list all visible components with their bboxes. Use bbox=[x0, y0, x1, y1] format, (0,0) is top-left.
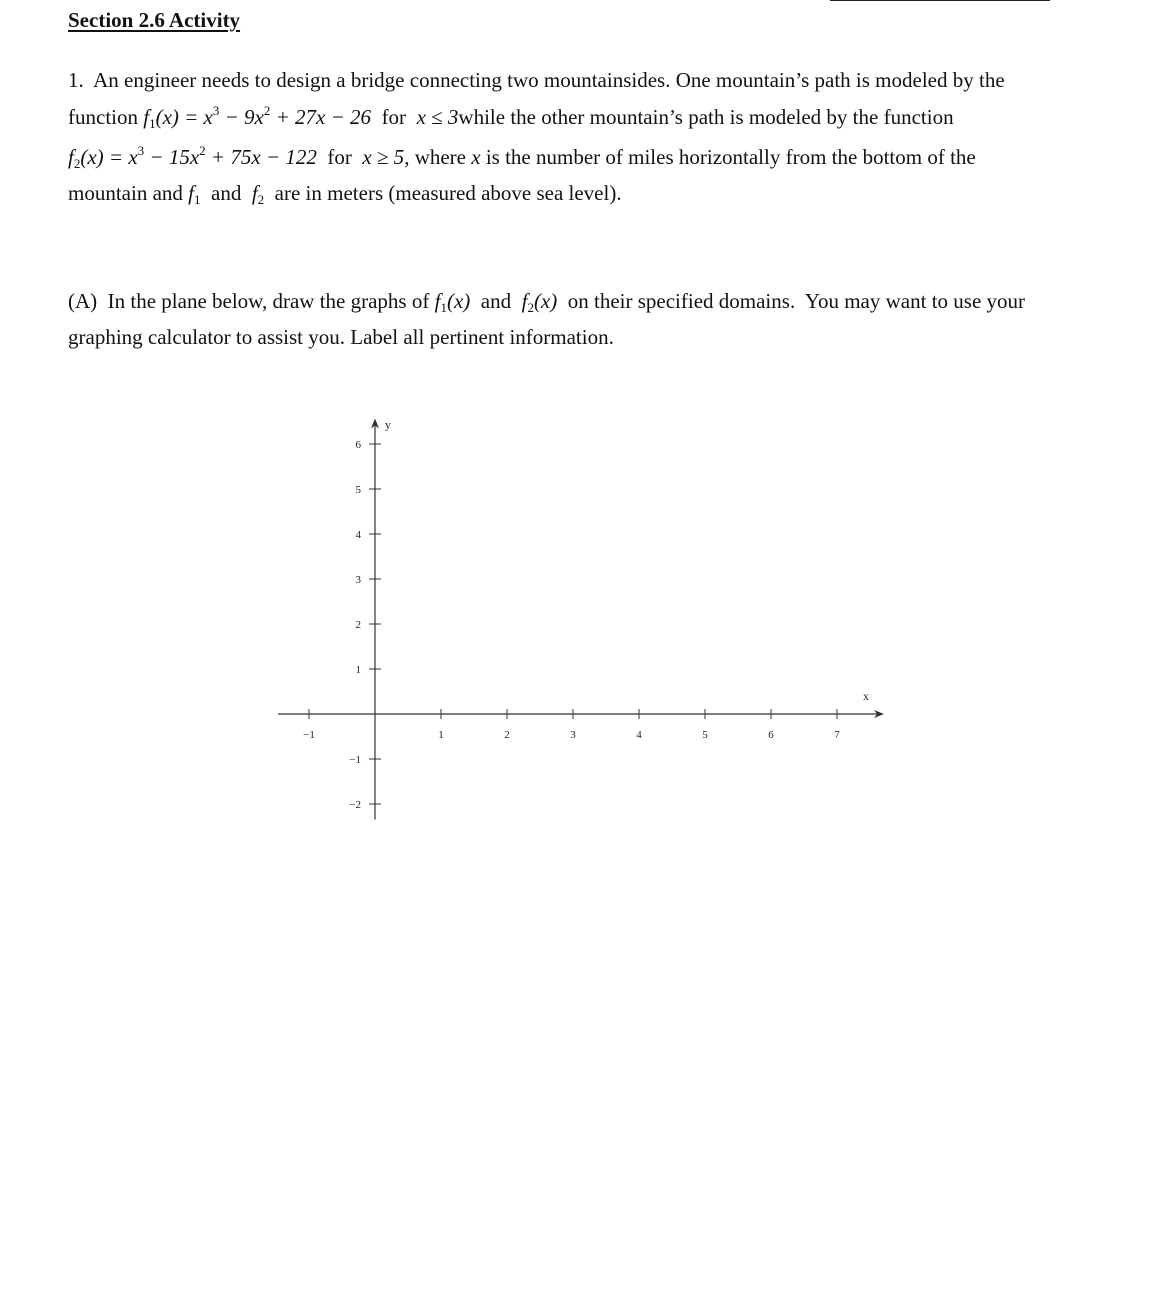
x-tick-label: 6 bbox=[768, 729, 774, 741]
f1-arg: (x) bbox=[155, 105, 179, 129]
f2-exp3: 3 bbox=[137, 143, 145, 158]
f1-name: f bbox=[143, 105, 150, 129]
problem-number: 1. bbox=[68, 68, 84, 92]
part-a-f1-arg: (x) bbox=[446, 289, 471, 313]
problem-text-3b: is the number of miles horizontally from the bottom of the bbox=[480, 145, 976, 169]
y-tick-label: 2 bbox=[355, 619, 361, 631]
f2-for: for bbox=[316, 145, 363, 169]
part-a-text-1: on their specified domains. You may want to use your bbox=[557, 289, 1026, 313]
x-tick-label: 1 bbox=[438, 729, 444, 741]
y-tick-label: 3 bbox=[355, 574, 361, 586]
problem-text-1: An engineer needs to design a bridge connecting two mountainsides. One mountain’s path is modeled by the bbox=[93, 68, 1005, 92]
f2-subscript: 2 bbox=[73, 156, 81, 171]
x-tick-label: 2 bbox=[504, 729, 510, 741]
f2-arg: (x) bbox=[80, 145, 104, 169]
x-axis-label: x bbox=[863, 689, 869, 703]
f1-exp3: 3 bbox=[212, 103, 220, 118]
problem-text-3a: , where bbox=[404, 145, 472, 169]
f1-domain: x ≤ 3 bbox=[416, 105, 459, 129]
problem-text-4a: mountain and bbox=[68, 181, 189, 205]
part-a-f2-name: f bbox=[521, 289, 528, 313]
part-a-and: and bbox=[470, 289, 522, 313]
x-tick-label: 4 bbox=[636, 729, 642, 741]
f1-rhs-b: − 9x bbox=[219, 105, 264, 129]
y-tick-label: −1 bbox=[349, 754, 361, 766]
problem-text-4b: are in meters (measured above sea level). bbox=[264, 181, 622, 205]
f2-ref-name: f bbox=[251, 181, 258, 205]
y-tick-label: 1 bbox=[355, 664, 361, 676]
x-tick-label: 7 bbox=[834, 729, 840, 741]
part-a-f1-sub: 1 bbox=[440, 300, 447, 315]
function-word: function bbox=[68, 105, 144, 129]
f2-exp2: 2 bbox=[199, 143, 206, 158]
problem-and: and bbox=[200, 181, 252, 205]
section-title: Section 2.6 Activity bbox=[68, 8, 241, 32]
f1-ref-name: f bbox=[188, 181, 194, 205]
y-tick-label: 6 bbox=[355, 439, 361, 451]
f2-domain: x ≥ 5 bbox=[362, 145, 405, 169]
f1-subscript: 1 bbox=[149, 116, 156, 131]
f1-rhs-c: + 27x − 26 bbox=[270, 105, 372, 129]
problem-text-2: while the other mountain’s path is modeled by the function bbox=[458, 105, 954, 129]
y-axis-label: y bbox=[385, 417, 391, 432]
part-a-f2-arg: (x) bbox=[533, 289, 558, 313]
x-tick-label: 5 bbox=[702, 729, 708, 741]
problem-var-x: x bbox=[471, 145, 481, 169]
f2-rhs-b: − 15x bbox=[144, 145, 200, 169]
f1-ref-sub: 1 bbox=[194, 192, 201, 207]
f2-name: f bbox=[68, 145, 74, 169]
y-tick-label: 5 bbox=[355, 484, 361, 496]
y-tick-label: 4 bbox=[355, 529, 361, 541]
f2-ref-sub: 2 bbox=[257, 192, 265, 207]
f2-rhs-a: = x bbox=[103, 145, 138, 169]
part-a-text-2: graphing calculator to assist you. Label all pertinent information. bbox=[68, 325, 614, 349]
part-a-label: (A) In the plane below, draw the graphs of bbox=[68, 289, 435, 313]
part-a-f2-sub: 2 bbox=[527, 300, 534, 315]
x-tick-label: −1 bbox=[303, 729, 315, 741]
f1-exp2: 2 bbox=[263, 103, 271, 118]
y-tick-label: −2 bbox=[349, 799, 361, 811]
x-tick-label: 3 bbox=[570, 729, 576, 741]
f1-for: for bbox=[371, 105, 417, 129]
f1-rhs-a: = x bbox=[178, 105, 213, 129]
f2-rhs-c: + 75x − 122 bbox=[205, 145, 317, 169]
part-a-f1-name: f bbox=[434, 289, 441, 313]
